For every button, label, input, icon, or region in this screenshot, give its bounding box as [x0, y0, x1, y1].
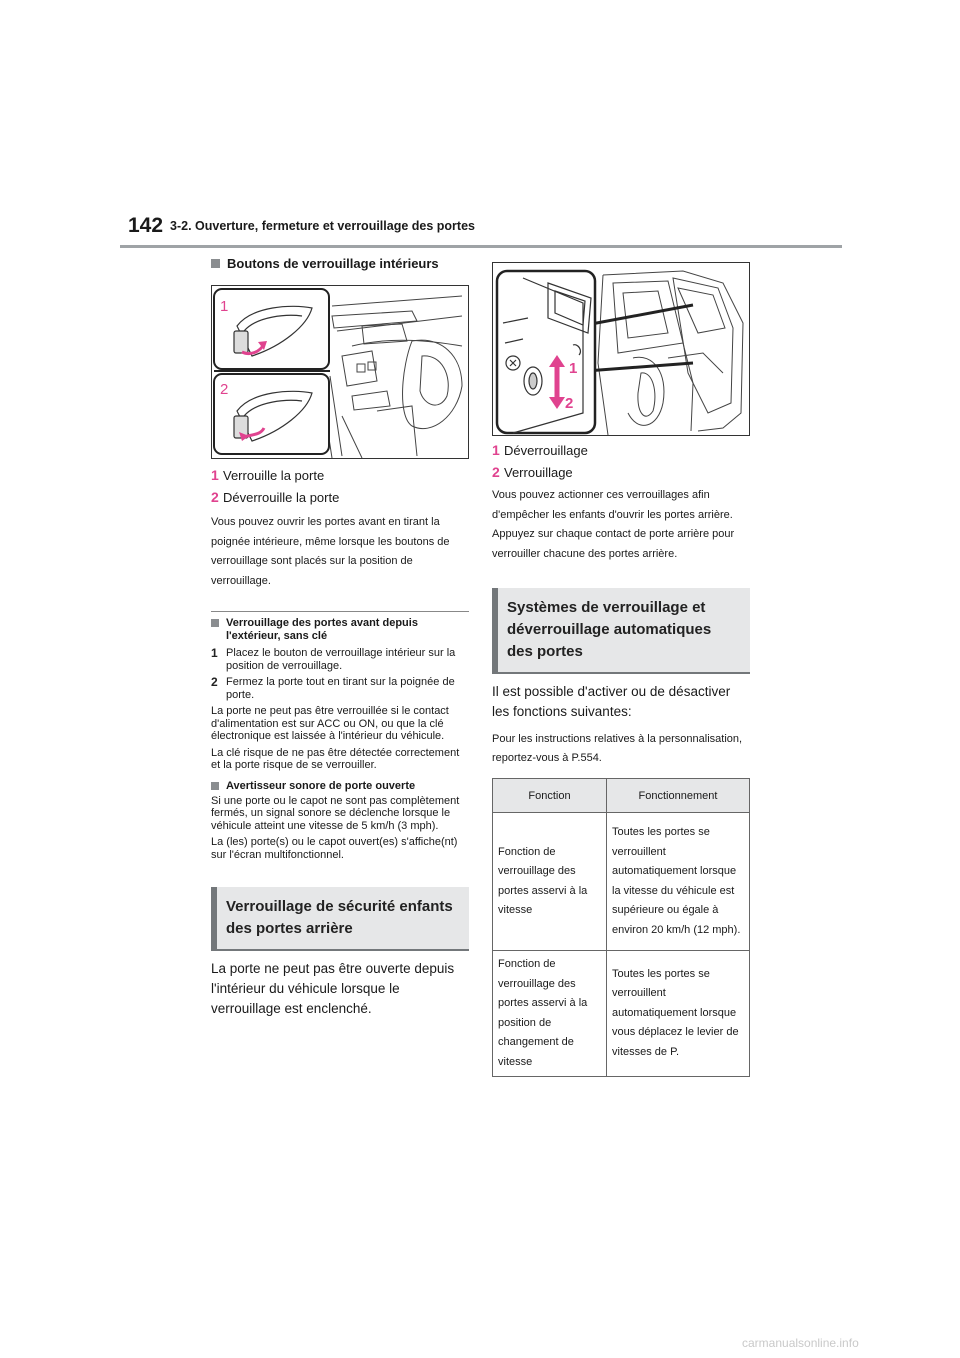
door-buzzer-text-1: Si une porte ou le capot ne sont pas complètement fermés, un signal sonore se déclenche lorsque le véhicule atteint une vitesse de 5 km/h (3 mph). [211, 794, 460, 832]
auto-lock-intro: Il est possible d'activer ou de désactiver les fonctions suivantes: [492, 684, 731, 719]
interior-buttons-text: Vous pouvez ouvrir les portes avant en tirant la poignée intérieure, même lorsque les boutons de verrouillage sont placés sur la position de verrouillage. [211, 516, 450, 587]
child-lock-banner: Verrouillage de sécurité enfants des portes arrière [211, 887, 469, 949]
interior-buttons-heading: Boutons de verrouillage intérieurs [211, 256, 469, 271]
banner-rule [492, 672, 750, 674]
rear-door-illustration [493, 263, 749, 435]
interior-door-figure [211, 285, 469, 459]
lock-outside-heading: Verrouillage des portes avant depuis l'extérieur, sans clé [211, 617, 469, 643]
watermark: carmanualsonline.info [742, 1336, 859, 1350]
right-column [492, 262, 750, 1077]
child-lock-text: La porte ne peut pas être ouverte depuis l'intérieur du véhicule lorsque le verrouillage est enclenché. [211, 961, 455, 1016]
callout-1: 1 [569, 360, 578, 377]
section-title: 3-2. Ouverture, fermeture et verrouillage des portes [170, 219, 475, 233]
list-item: 2 Verrouillage [492, 464, 573, 480]
door-buzzer-text-2: La (les) porte(s) ou le capot ouvert(es) s'affiche(nt) sur l'écran multifonctionnel. [211, 836, 458, 861]
header-rule [120, 245, 842, 248]
callout-2: 2 [565, 395, 574, 412]
child-lock-figure-text: Vous pouvez actionner ces verrouillages afin d'empêcher les enfants d'ouvrir les portes arrière. Appuyez sur chaque contact de porte arrière pour verrouiller chacune des portes arrière. [492, 489, 735, 560]
table-cell-function: Fonction de verrouillage des portes asservi à la vitesse [493, 813, 607, 951]
list-item: 2 Déverrouille la porte [211, 489, 340, 505]
callout-1: 1 [220, 298, 229, 315]
table-header-row [493, 779, 750, 813]
lock-outside-text-2: La clé risque de ne pas être détectée correctement et la porte risque de se verrouiller. [211, 746, 460, 771]
table-header-function: Fonction [493, 779, 607, 813]
table-row [493, 813, 750, 951]
banner-rule [211, 949, 469, 951]
step-item: 2 Fermez la porte tout en tirant sur la poignée de porte. [211, 675, 455, 701]
child-lock-figure [492, 262, 750, 436]
square-bullet-icon [211, 259, 220, 268]
divider [211, 611, 469, 612]
left-column [211, 256, 469, 1019]
interior-door-illustration [212, 286, 468, 458]
table-cell-operation: Toutes les portes se verrouillent automatiquement lorsque la vitesse du véhicule est supérieure ou égale à environ 20 km/h (12 mph). [607, 813, 750, 951]
page-number: 142 [128, 214, 164, 237]
square-bullet-icon [211, 619, 219, 627]
list-item: 1 Déverrouillage [492, 442, 588, 458]
function-table [492, 778, 750, 1077]
step-item: 1 Placez le bouton de verrouillage intérieur sur la position de verrouillage. [211, 646, 456, 672]
table-cell-function: Fonction de verrouillage des portes asservi à la position de changement de vitesse [493, 951, 607, 1077]
lock-outside-text-1: La porte ne peut pas être verrouillée si le contact d'alimentation est sur ACC ou ON, ou que la clé électronique est laissée à l'intérieur du véhicule. [211, 705, 449, 742]
table-cell-operation: Toutes les portes se verrouillent automatiquement lorsque vous déplacez le levier de vitesses de P. [607, 951, 750, 1077]
auto-lock-banner: Systèmes de verrouillage et déverrouillage automatiques des portes [492, 588, 750, 672]
table-row [493, 951, 750, 1077]
square-bullet-icon [211, 782, 219, 790]
door-buzzer-heading: Avertisseur sonore de porte ouverte [211, 780, 469, 793]
list-item: 1 Verrouille la porte [211, 467, 325, 483]
auto-lock-note: Pour les instructions relatives à la personnalisation, reportez-vous à P.554. [492, 733, 743, 764]
table-header-operation: Fonctionnement [607, 779, 750, 813]
callout-2: 2 [220, 381, 229, 398]
